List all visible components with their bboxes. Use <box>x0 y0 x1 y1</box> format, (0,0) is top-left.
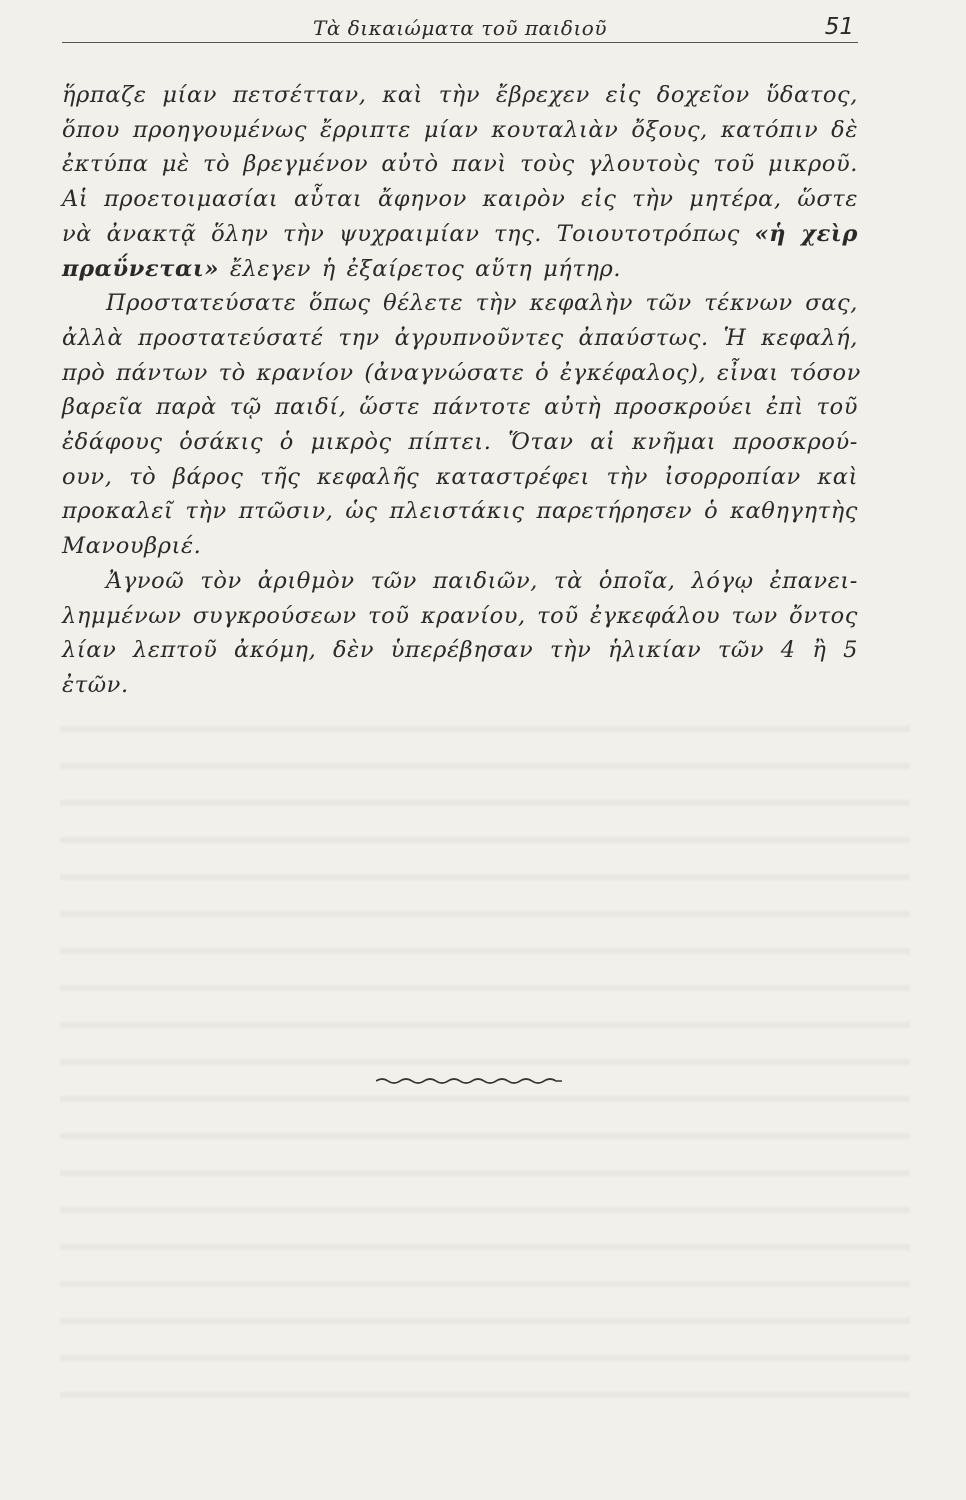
body-text <box>62 78 861 703</box>
text-line: λημμένων συγκρούσεων τοῦ κρανίου, τοῦ ἐγκεφάλου των ὄντος <box>62 602 858 629</box>
running-title: Τὰ δικαιώματα τοῦ παιδιοῦ <box>313 16 607 40</box>
text-line: βαρεῖα παρὰ τῷ παιδί, ὥστε πάντοτε αὐτὴ προσκρούει ἐπὶ τοῦ <box>62 394 858 421</box>
text-line: ἥρπαζε μίαν πετσέτταν, καὶ τὴν ἔβρεχεν εἰς δοχεῖον ὕδατος, <box>62 82 858 108</box>
text-line: Μανουβριέ. <box>62 533 202 560</box>
text-line: Ἀγνοῶ τὸν ἀριθμὸν τῶν παιδιῶν, τὰ ὁποῖα, λόγῳ ἐπανει- <box>106 567 858 594</box>
text-line: λίαν λεπτοῦ ἀκόμη, δὲν ὑπερέβησαν τὴν ἡλικίαν τῶν 4 ἢ 5 <box>62 637 858 664</box>
text-line: πρὸ πάντων τὸ κρανίον (ἀναγνώσατε ὁ ἐγκέφαλος), εἶναι τόσον <box>62 359 861 386</box>
page-header <box>62 14 858 44</box>
text-line: ὅπου προηγουμένως ἔρριπτε μίαν κουταλιὰν ὄξους, κατόπιν δὲ <box>62 116 858 143</box>
text-line: πραΰνεται» ἔλεγεν ἡ ἐξαίρετος αὕτη μήτηρ. <box>62 255 622 282</box>
quoted-phrase: πραΰνεται» <box>62 255 220 282</box>
text-line: ουν, τὸ βάρος τῆς κεφαλῆς καταστρέφει τὴν ἰσορροπίαν καὶ <box>62 463 858 490</box>
text-line: ἀλλὰ προστατεύσατέ την ἀγρυπνοῦντες ἀπαύστως. Ἡ κεφαλή, <box>62 324 858 351</box>
wavy-separator-ornament <box>376 1075 562 1087</box>
header-rule <box>62 42 858 43</box>
page-number: 51 <box>824 14 854 40</box>
text-line: Προστατεύσατε ὅπως θέλετε τὴν κεφαλὴν τῶν τέκνων σας, <box>106 290 858 317</box>
text-line: νὰ ἀνακτᾷ ὅλην τὴν ψυχραιμίαν της. Τοιουτοτρόπως «ἡ χεὶρ <box>62 220 858 247</box>
text-line: ἐκτύπα μὲ τὸ βρεγμένον αὐτὸ πανὶ τοὺς γλουτοὺς τοῦ μικροῦ. <box>62 151 858 178</box>
text-line: Αἱ προετοιμασίαι αὗται ἄφηνον καιρὸν εἰς τὴν μητέρα, ὥστε <box>62 186 858 213</box>
text-line: ἐτῶν. <box>62 671 129 698</box>
quoted-phrase: «ἡ χεὶρ <box>754 220 858 247</box>
text-line: προκαλεῖ τὴν πτῶσιν, ὡς πλειστάκις παρετήρησεν ὁ καθηγητὴς <box>62 498 858 525</box>
text-line: ἐδάφους ὁσάκις ὁ μικρὸς πίπτει. Ὅταν αἱ κνῆμαι προσκρού- <box>62 429 858 456</box>
show-through-background <box>60 700 910 1400</box>
